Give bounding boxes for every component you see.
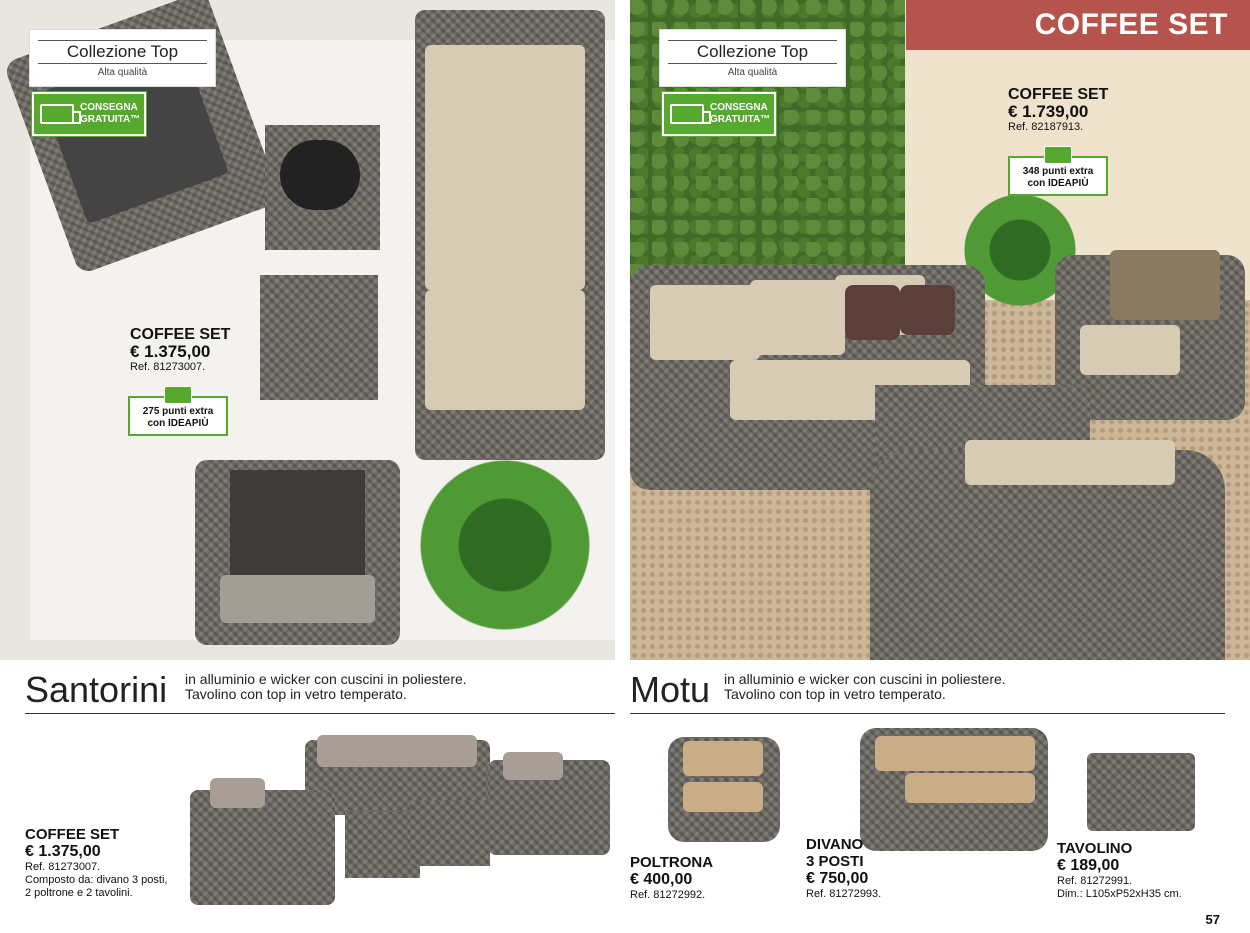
truck-icon xyxy=(670,104,704,124)
divano-image xyxy=(860,728,1048,851)
santorini-divider xyxy=(25,713,615,714)
coffee-set-banner: COFFEE SET xyxy=(906,0,1250,50)
palm-plant xyxy=(395,440,615,650)
loyalty-card-icon xyxy=(164,386,192,404)
loyalty-card-icon xyxy=(1044,146,1072,164)
tavolino-image xyxy=(1087,753,1195,831)
santorini-armchair-image-1 xyxy=(190,790,335,905)
free-delivery-badge: CONSEGNA GRATUITA™ xyxy=(32,92,146,136)
sofa-top-view xyxy=(415,10,605,460)
santorini-armchair-image-2 xyxy=(488,760,610,855)
armchair-bottom xyxy=(195,460,400,645)
santorini-hero-price: COFFEE SET € 1.375,00 Ref. 81273007. xyxy=(130,326,231,373)
coffee-set-product: COFFEE SET € 1.375,00 Ref. 81273007. Composto da: divano 3 posti, 2 poltrone e 2 tavolini. xyxy=(25,826,168,899)
motu-hero-price: COFFEE SET € 1.739,00 Ref. 82187913. xyxy=(1008,86,1109,133)
motu-description: in alluminio e wicker con cuscini in poliestere. Tavolino con top in vetro temperato. xyxy=(724,671,1006,702)
collezione-top-badge-right: Collezione Top Alta qualità xyxy=(660,30,845,86)
santorini-title: Santorini xyxy=(25,669,168,710)
divano-product: DIVANO 3 POSTI € 750,00 Ref. 81272993. xyxy=(806,836,882,900)
poltrona-image xyxy=(668,737,780,842)
motu-title: Motu xyxy=(630,669,711,710)
motu-armchair-front xyxy=(870,450,1225,660)
santorini-table-image-2 xyxy=(410,800,490,866)
tavolino-product: TAVOLINO € 189,00 Ref. 81272991. Dim.: L105xP52xH35 cm. xyxy=(1057,840,1182,900)
free-delivery-badge-right: CONSEGNA GRATUITA™ xyxy=(662,92,776,136)
page-number: 57 xyxy=(1205,912,1220,927)
collezione-top-badge: Collezione Top Alta qualità xyxy=(30,30,215,86)
santorini-table-image-1 xyxy=(345,812,420,878)
ideapiu-points-badge-right: 348 punti extra con IDEAPIÙ xyxy=(1008,156,1108,196)
side-table-2 xyxy=(260,275,378,400)
ideapiu-points-badge: 275 punti extra con IDEAPIÙ xyxy=(128,396,228,436)
santorini-description: in alluminio e wicker con cuscini in poliestere. Tavolino con top in vetro temperato. xyxy=(185,671,467,702)
poltrona-product: POLTRONA € 400,00 Ref. 81272992. xyxy=(630,854,714,901)
side-table-1 xyxy=(265,125,380,250)
motu-divider xyxy=(630,713,1225,714)
truck-icon xyxy=(40,104,74,124)
